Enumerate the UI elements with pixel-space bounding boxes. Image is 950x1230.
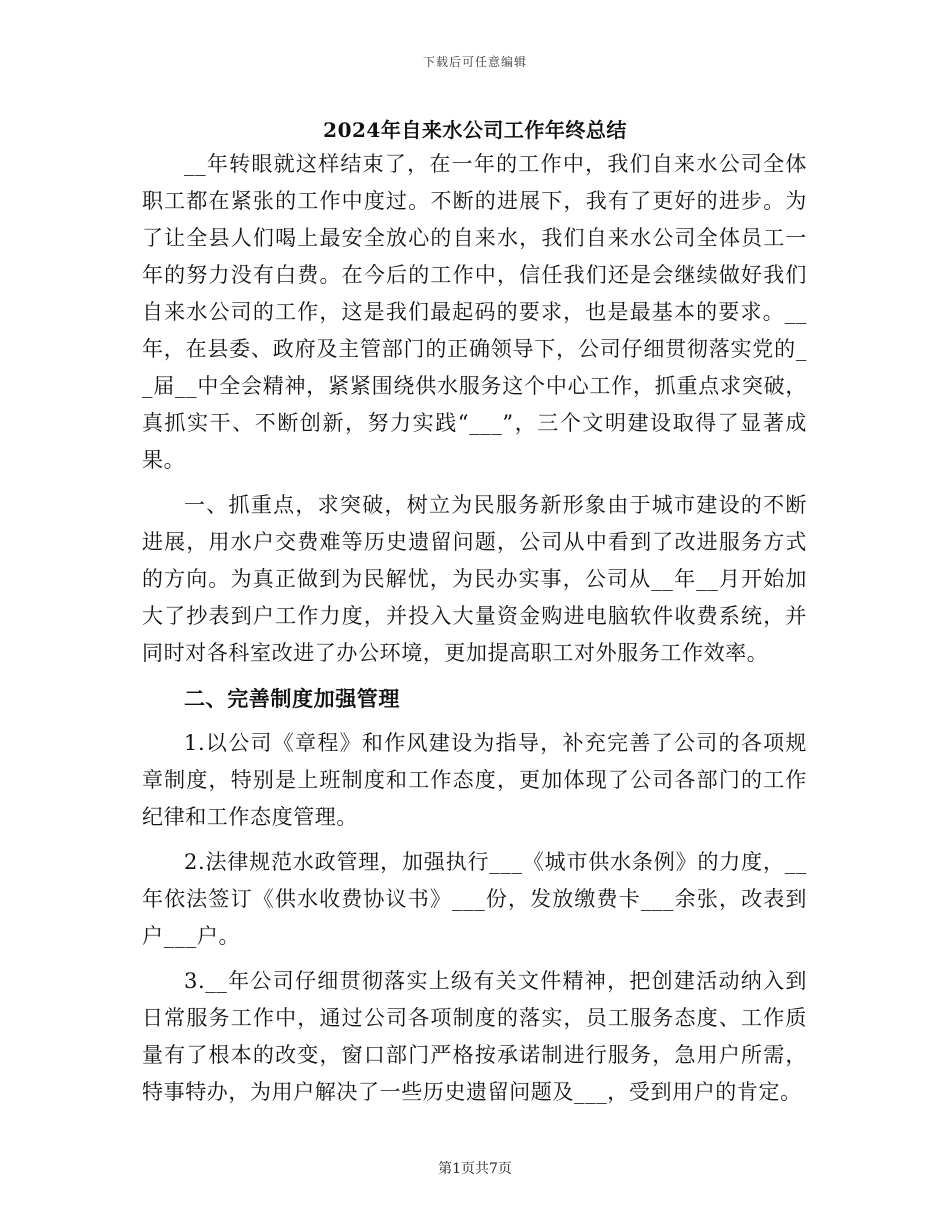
list-item-3: 3.__年公司仔细贯彻落实上级有关文件精神，把创建活动纳入到日常服务工作中，通过公司各项制度的落实，员工服务态度、工作质量有了根本的改变，窗口部门严格按承诺制进行服务，急用户所需，特事特办，为用户解决了一些历史遗留问题及___，受到用户的肯定。: [142, 969, 807, 1104]
page-header: 下载后可任意编辑: [422, 55, 527, 69]
list-item-2: 2.法律规范水政管理，加强执行___《城市供水条例》的力度，__年依法签订《供水收费协议书》___份，发放缴费卡___余张，改表到户___户。: [142, 850, 807, 948]
document-title: 2024年自来水公司工作年终总结: [323, 118, 627, 142]
section-one-paragraph: 一、抓重点，求突破，树立为民服务新形象由于城市建设的不断进展，用水户交费难等历史遗留问题，公司从中看到了改进服务方式的方向。为真正做到为民解忧，为民办实事，公司从__年__月开始加大了抄表到户工作力度，并投入大量资金购进电脑软件收费系统，并同时对各科室改进了办公环境，更加提高职工对外服务工作效率。: [142, 493, 807, 665]
section-two-heading: 二、完善制度加强管理: [184, 686, 400, 711]
list-item-1: 1.以公司《章程》和作风建设为指导，补充完善了公司的各项规章制度，特别是上班制度和工作态度，更加体现了公司各部门的工作纪律和工作态度管理。: [142, 731, 807, 829]
page-number: 第1页共7页: [438, 1161, 512, 1177]
intro-paragraph: __年转眼就这样结束了，在一年的工作中，我们自来水公司全体职工都在紧张的工作中度过。不断的进展下，我有了更好的进步。为了让全县人们喝上最安全放心的自来水，我们自来水公司全体员工一年的努力没有白费。在今后的工作中，信任我们还是会继续做好我们自来水公司的工作，这是我们最起码的要求，也是最基本的要求。__年，在县委、政府及主管部门的正确领导下，公司仔细贯彻落实党的__届__中全会精神，紧紧围绕供水服务这个中心工作，抓重点求突破，真抓实干、不断创新，努力实践“___”，三个文明建设取得了显著成果。: [142, 152, 807, 472]
document-body: [142, 146, 807, 1111]
